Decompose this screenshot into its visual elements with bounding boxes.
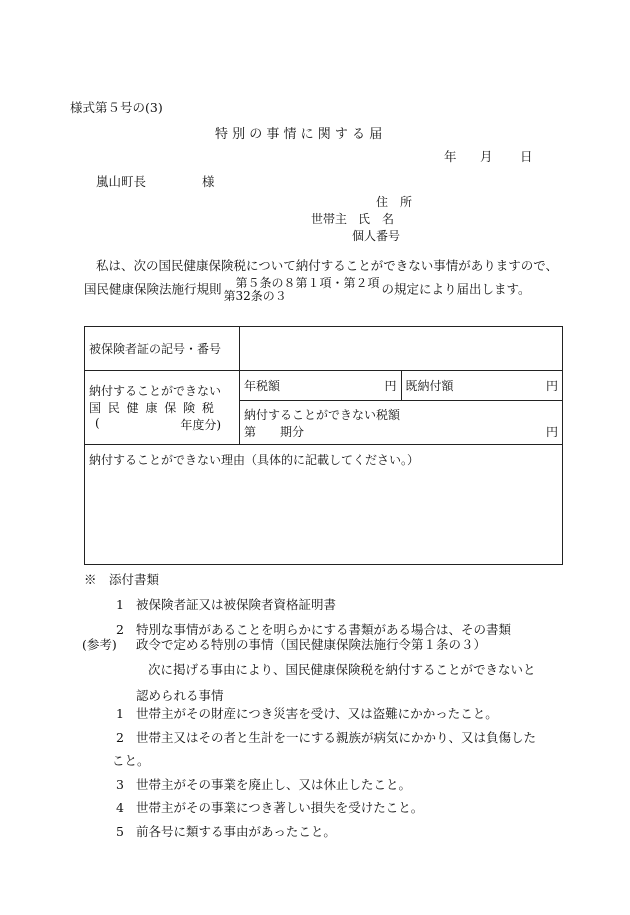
unpaid-label-line2 (89, 399, 231, 416)
reference-item-number: 1 (116, 706, 124, 721)
address-label: 住 所 (376, 195, 413, 209)
reference-item-number: 4 (116, 800, 124, 815)
reference-item (84, 702, 564, 726)
reference-items (84, 702, 564, 843)
id-number-label: 個人番号 (352, 229, 401, 243)
date-month-label: 月 (480, 149, 493, 164)
reference-item (84, 820, 564, 844)
annual-tax-field[interactable] (240, 371, 401, 400)
attachment-item (84, 592, 564, 617)
reference-heading-row (82, 632, 562, 657)
regulation-reference-line2: 第32条の３ (223, 289, 287, 303)
date-year-label: 年 (444, 149, 457, 164)
unpayable-tax-field[interactable] (240, 401, 563, 445)
attachment-text: 特別な事情があることを明らかにする書類がある場合は、その書類 (136, 622, 512, 637)
reference-item-number: 2 (116, 729, 124, 745)
form-number: 様式第５号の(3) (70, 100, 163, 115)
paid-amount-yen: 円 (545, 379, 558, 393)
unpaid-label-line2-text: 国 民 健 康 保 険 税 (89, 401, 216, 415)
reference-heading: 政令で定める特別の事情（国民健康保険法施行令第１条の３） (136, 637, 487, 652)
declaration-text-after: の規定により届出します。 (381, 281, 531, 297)
unpaid-label-line1: 納付することができない (89, 384, 222, 398)
regulation-reference (224, 277, 380, 303)
annual-tax-label: 年税額 (244, 379, 281, 393)
reference-item-text: 世帯主又はその者と生計を一にする親族が病気にかかり、又は負傷した (136, 729, 537, 745)
reference-intro-line1: 次に掲げる事由により、国民健康保険税を納付することができないと (148, 662, 536, 677)
annual-tax-yen: 円 (384, 379, 397, 393)
year-open-paren: ( (95, 416, 100, 430)
attachment-number: 2 (116, 622, 124, 637)
name-label: 氏 名 (358, 212, 395, 226)
reference-item (84, 726, 564, 773)
reference-item-text: 前各号に類する事由があったこと。 (136, 823, 336, 839)
unpayable-tax-yen: 円 (545, 424, 558, 439)
reference-item-number: 3 (116, 776, 124, 792)
date-day-label: 日 (520, 149, 533, 164)
period-label: 第 期分 (244, 424, 305, 439)
addressee-honorific: 様 (202, 174, 215, 189)
declaration-text (84, 255, 564, 303)
regulation-reference-line1: 第５条の８第１項・第２項 (235, 276, 380, 290)
unpayable-tax-period-row (244, 423, 558, 440)
reason-label: 納付することができない理由（具体的に記載してください。） (89, 453, 420, 467)
paid-amount-field[interactable] (401, 371, 563, 400)
reference-item (84, 773, 564, 797)
insurance-card-label: 被保険者証の記号・番号 (85, 327, 240, 371)
reference-item-text: 世帯主がその事業につき著しい損失を受けたこと。 (136, 800, 424, 815)
reference-item-continuation: こと。 (112, 753, 150, 768)
unpayable-tax-label: 納付することができない税額 (244, 407, 401, 422)
attachments-section (84, 567, 564, 642)
unpaid-tax-label-cell (85, 371, 240, 445)
tax-form-table (84, 326, 563, 565)
insurance-card-field[interactable] (240, 327, 563, 371)
fiscal-year-label: 年度分) (180, 418, 221, 432)
reason-field[interactable] (85, 445, 563, 565)
paid-amount-label: 既納付額 (405, 379, 454, 393)
addressee-name: 嵐山町長 (96, 174, 147, 189)
reference-item-number: 5 (116, 823, 124, 839)
attachment-number: 1 (116, 597, 124, 612)
attachments-header: ※ 添付書類 (84, 572, 160, 587)
page-title: 特 別 の 事 情 に 関 す る 届 (215, 127, 383, 142)
reference-item-text: 世帯主がその事業を廃止し、又は休止したこと。 (136, 776, 412, 792)
attachment-text: 被保険者証又は被保険者資格証明書 (136, 597, 337, 612)
household-head-label: 世帯主 (311, 212, 348, 226)
reference-intro-line2: 認められる事情 (136, 688, 224, 703)
unpaid-label-line3 (89, 416, 235, 433)
reference-item (84, 796, 564, 820)
reference-section (82, 632, 562, 709)
reference-item-text: 世帯主がその財産につき災害を受け、又は盗難にかかったこと。 (136, 706, 498, 721)
declaration-text-before: 私は、次の国民健康保険税について納付することができない事情がありますので、国民健康保険法施行規則 (84, 258, 559, 297)
reference-label: (参考) (82, 637, 117, 652)
amount-row (240, 371, 563, 401)
